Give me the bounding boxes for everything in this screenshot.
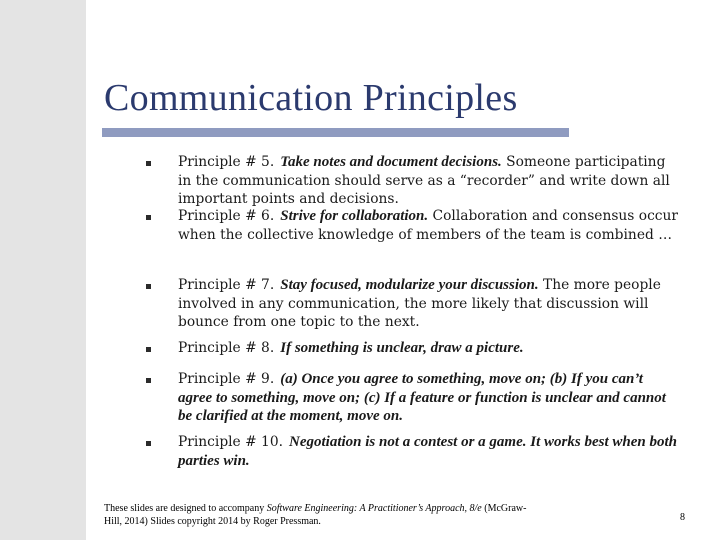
principle-text: The more people involved in any communication, the more likely that discussion will bounce from one topic to the next. — [178, 277, 661, 331]
footer-book-title: Software Engineering: A Practitioner’s Approach, 8/e — [266, 503, 482, 514]
principle-item-8 — [178, 339, 678, 358]
principle-label: Principle # 5. — [178, 154, 275, 170]
bullet-icon — [146, 215, 151, 220]
bullet-icon — [146, 284, 151, 289]
bullet-icon — [146, 441, 151, 446]
principle-item-10 — [178, 433, 678, 470]
footer-prefix: These slides are designed to accompany — [104, 503, 267, 514]
title-underline — [102, 128, 569, 137]
footer-suffix: (McGraw-Hill, 2014) Slides copyright 2014 by Roger Pressman. — [104, 503, 527, 527]
principle-emphasis: Negotiation is not a contest or a game. It works best when both parties win. — [178, 434, 677, 469]
page-number: 8 — [680, 512, 685, 523]
principle-emphasis: Strive for collaboration. — [280, 208, 429, 224]
principle-label: Principle # 10. — [178, 434, 283, 450]
bullet-icon — [146, 378, 151, 383]
principle-label: Principle # 7. — [178, 277, 275, 293]
principle-label: Principle # 6. — [178, 208, 275, 224]
principle-label: Principle # 9. — [178, 371, 275, 387]
principle-emphasis: Take notes and document decisions. — [280, 154, 502, 170]
slide-footer — [104, 502, 544, 528]
bullet-icon — [146, 161, 151, 166]
principle-text: Collaboration and consensus occur when the collective knowledge of members of the team is combined … — [178, 208, 679, 243]
principle-item-6 — [178, 207, 678, 244]
bullet-icon — [146, 347, 151, 352]
principle-item-5 — [178, 153, 678, 209]
principle-emphasis: (a) Once you agree to something, move on; (b) If you can’t agree to something, move on; (c) If a feature or function is unclear and cannot be clarified at the moment, move on. — [178, 371, 666, 425]
principle-item-7 — [178, 276, 678, 332]
principle-emphasis: Stay focused, modularize your discussion. — [280, 277, 539, 293]
principle-text: Someone participating in the communication should serve as a “recorder” and write down all important points and decisions. — [178, 154, 670, 208]
principle-label: Principle # 8. — [178, 340, 275, 356]
principle-item-9 — [178, 370, 678, 426]
principle-emphasis: If something is unclear, draw a picture. — [280, 340, 524, 356]
slide-title: Communication Principles — [104, 77, 518, 119]
